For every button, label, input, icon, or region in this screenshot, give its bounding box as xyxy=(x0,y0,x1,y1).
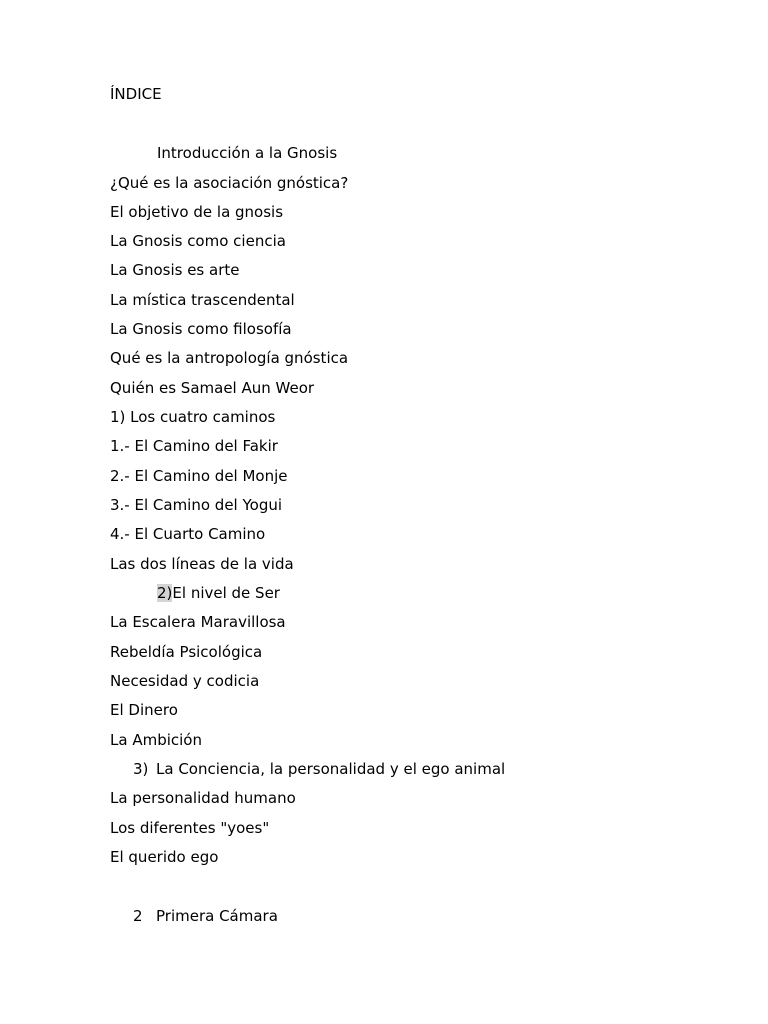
list-item: Qué es la antropología gnóstica xyxy=(110,349,349,367)
list-item: La Gnosis es arte xyxy=(110,261,240,279)
list-item: La personalidad humano xyxy=(110,789,296,807)
list-item: 4.- El Cuarto Camino xyxy=(110,525,266,543)
index-heading: ÍNDICE xyxy=(110,85,162,103)
list-item: Los diferentes "yoes" xyxy=(110,819,270,837)
list-item: Las dos líneas de la vida xyxy=(110,555,294,573)
list-item: La Gnosis como filosofía xyxy=(110,320,292,338)
list-item: La Ambición xyxy=(110,731,202,749)
list-item: El querido ego xyxy=(110,848,219,866)
list-item: 1) Los cuatro caminos xyxy=(110,408,276,426)
list-item: ¿Qué es la asociación gnóstica? xyxy=(110,174,349,192)
list-item: La mística trascendental xyxy=(110,291,295,309)
list-item: 3.- El Camino del Yogui xyxy=(110,496,283,514)
section-2-title: El nivel de Ser xyxy=(172,584,280,602)
list-item: La Gnosis como ciencia xyxy=(110,232,286,250)
list-item: Quién es Samael Aun Weor xyxy=(110,379,315,397)
list-item: La Escalera Maravillosa xyxy=(110,613,286,631)
list-item: 1.- El Camino del Fakir xyxy=(110,437,278,455)
intro-title: Introducción a la Gnosis xyxy=(157,144,338,162)
chapter-heading xyxy=(133,907,278,925)
section-2-heading xyxy=(157,584,280,602)
chapter-number: 2 xyxy=(133,907,143,925)
chapter-title: Primera Cámara xyxy=(156,907,278,925)
list-item: Rebeldía Psicológica xyxy=(110,643,263,661)
section-3-number: 3) xyxy=(133,760,149,778)
section-2-number: 2) xyxy=(157,584,173,602)
list-item: Necesidad y codicia xyxy=(110,672,260,690)
list-item: El objetivo de la gnosis xyxy=(110,203,284,221)
list-item: El Dinero xyxy=(110,701,178,719)
section-3-title: La Conciencia, la personalidad y el ego animal xyxy=(156,760,506,778)
list-item: 2.- El Camino del Monje xyxy=(110,467,288,485)
section-3-heading xyxy=(133,760,505,778)
